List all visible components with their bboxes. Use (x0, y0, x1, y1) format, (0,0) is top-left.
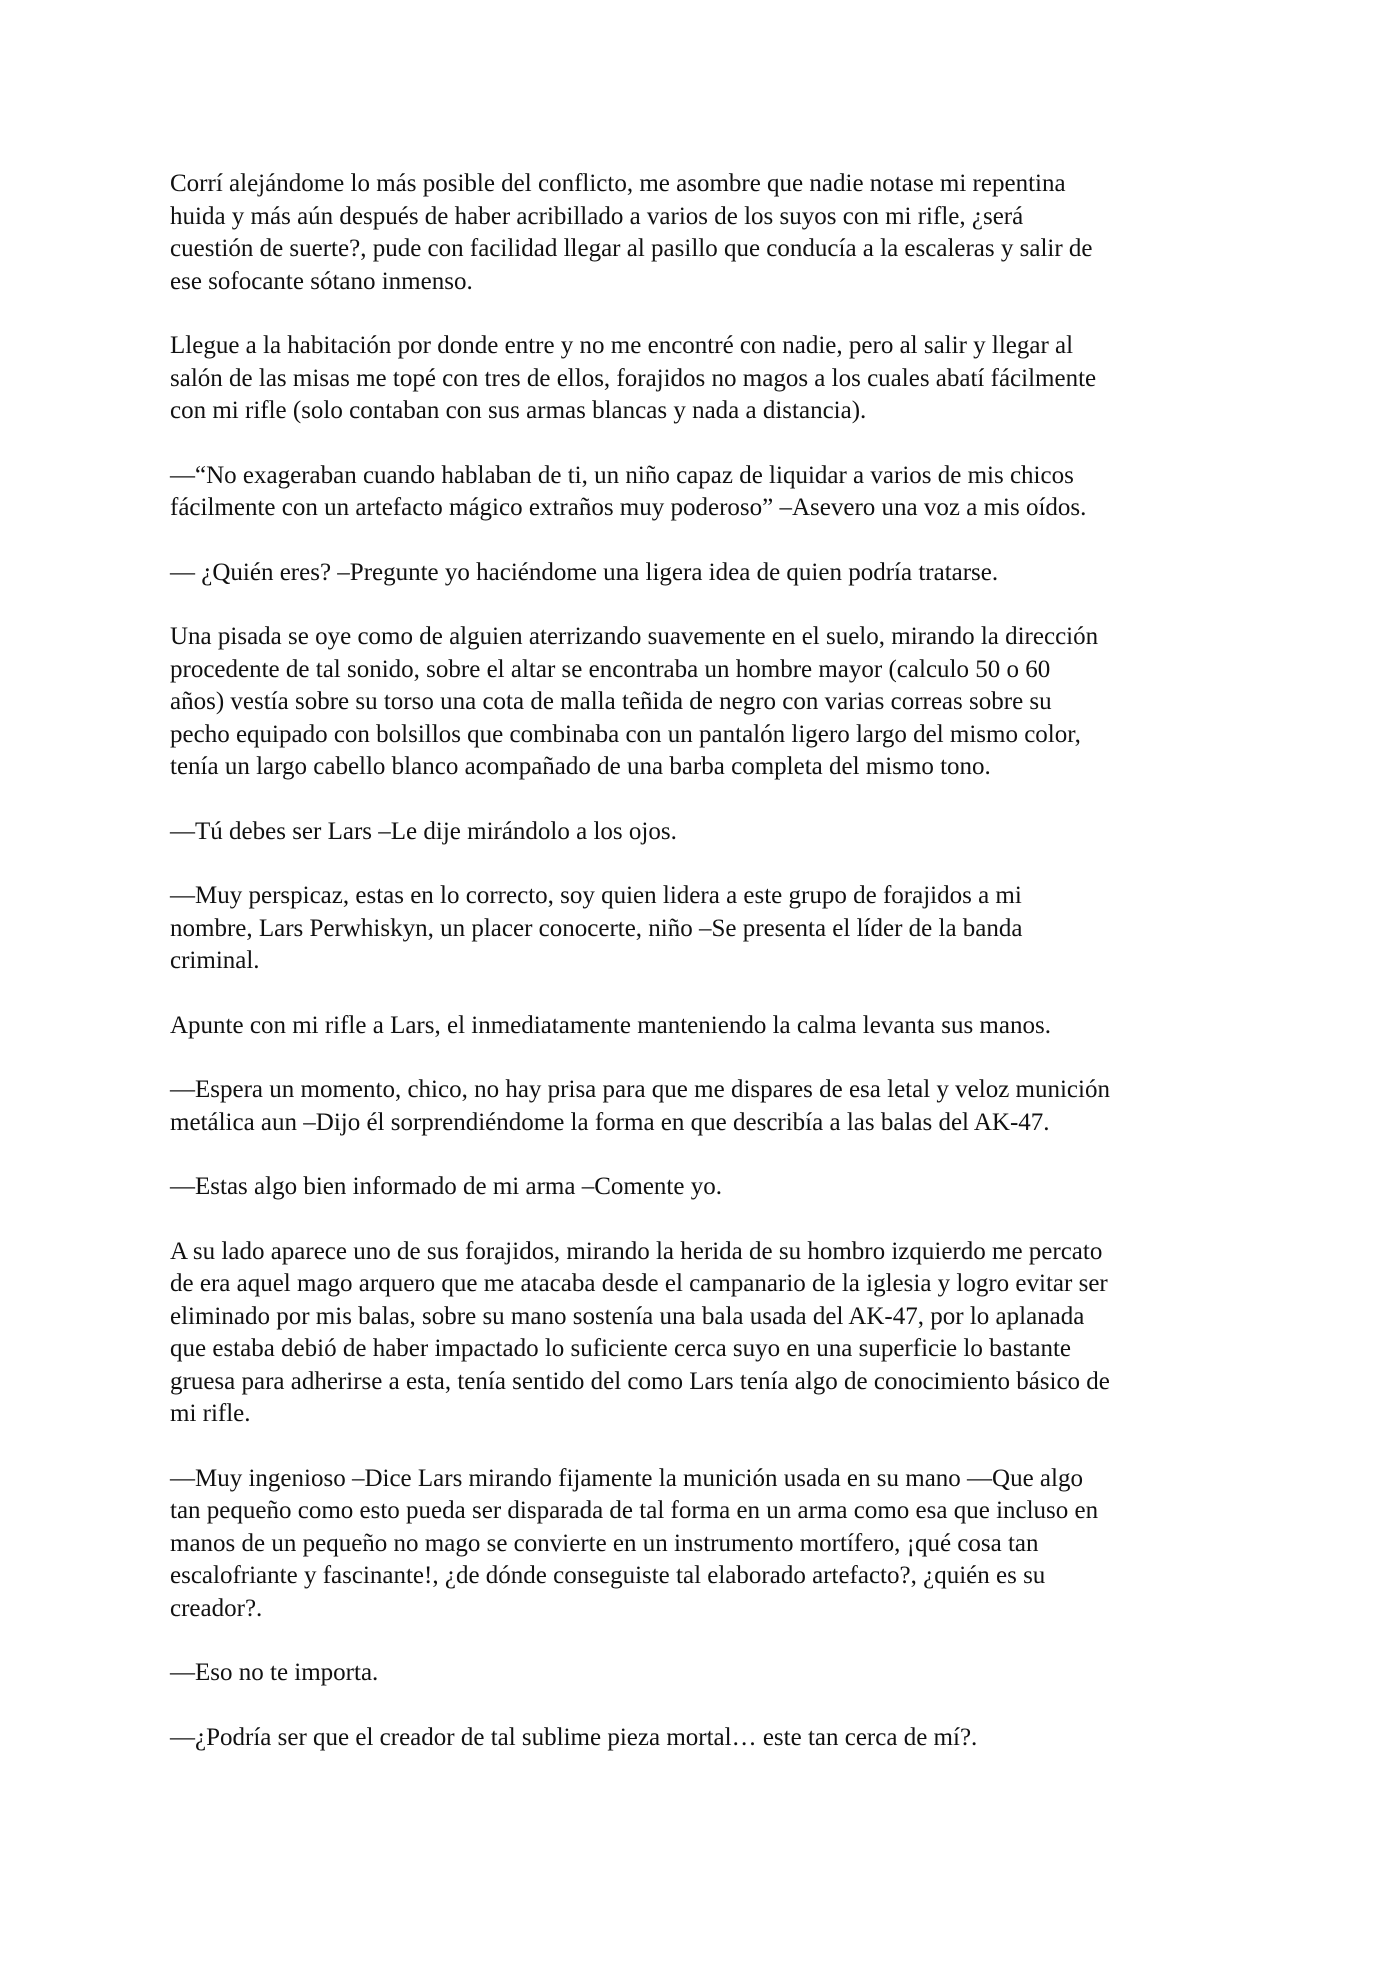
dialogue-paragraph: —Espera un momento, chico, no hay prisa para que me dispares de esa letal y veloz munición metálica aun –Dijo él sorprendiéndome la forma en que describía a las balas del AK-47. (170, 1076, 1110, 1136)
paragraph: Una pisada se oye como de alguien aterrizando suavemente en el suelo, mirando la dirección procedente de tal sonido, sobre el altar se encontraba un hombre mayor (calculo 50 o 60 años) vestía sobre su torso una cota de malla teñida de negro con varias correas sobre su pecho equipado con bolsillos que combinaba con un pantalón ligero largo del mismo color, tenía un largo cabello blanco acompañado de una barba completa del mismo tono. (170, 623, 1099, 780)
dialogue-paragraph: —Estas algo bien informado de mi arma –Comente yo. (170, 1173, 722, 1200)
dialogue-paragraph: — ¿Quién eres? –Pregunte yo haciéndome una ligera idea de quien podría tratarse. (170, 558, 999, 586)
paragraph: Llegue a la habitación por donde entre y no me encontré con nadie, pero al salir y llegar al salón de las misas me topé con tres de ellos, forajidos no magos a los cuales abatí fácilmente con mi rifle (solo contaban con sus armas blancas y nada a distancia). (170, 332, 1097, 424)
dialogue-paragraph: —¿Podría ser que el creador de tal sublime pieza mortal… este tan cerca de mí?. (170, 1723, 978, 1751)
dialogue-paragraph: —Tú debes ser Lars –Le dije mirándolo a los ojos. (170, 817, 677, 845)
dialogue-paragraph: —“No exageraban cuando hablaban de ti, un niño capaz de liquidar a varios de mis chicos fácilmente con un artefacto mágico extraños muy poderoso” –Asevero una voz a mis oídos. (170, 461, 1087, 521)
paragraph: A su lado aparece uno de sus forajidos, mirando la herida de su hombro izquierdo me percato de era aquel mago arquero que me atacaba desde el campanario de la iglesia y logro evitar ser eliminado por mis balas, sobre su mano sostenía una bala usada del AK-47, por lo aplanada que estaba debió de haber impactado lo suficiente cerca suyo en una superficie lo bastante gruesa para adherirse a esta, tenía sentido del como Lars tenía algo de conocimiento básico de mi rifle. (170, 1237, 1110, 1427)
dialogue-paragraph: —Eso no te importa. (170, 1659, 379, 1686)
paragraph: Apunte con mi rifle a Lars, el inmediatamente manteniendo la calma levanta sus manos. (170, 1011, 1051, 1039)
paragraph: Corrí alejándome lo más posible del conflicto, me asombre que nadie notase mi repentina huida y más aún después de haber acribillado a varios de los suyos con mi rifle, ¿será cuestión de suerte?, pude con facilidad llegar al pasillo que conducía a la escaleras y salir de ese sofocante sótano inmenso. (170, 170, 1093, 295)
dialogue-paragraph: —Muy perspicaz, estas en lo correcto, soy quien lidera a este grupo de forajidos a mi nombre, Lars Perwhiskyn, un placer conocerte, niño –Se presenta el líder de la banda criminal. (170, 882, 1023, 974)
dialogue-paragraph: —Muy ingenioso –Dice Lars mirando fijamente la munición usada en su mano —Que algo tan pequeño como esto pueda ser disparada de tal forma en un arma como esa que incluso en manos de un pequeño no mago se convierte en un instrumento mortífero, ¡qué cosa tan escalofriante y fascinante!, ¿de dónde conseguiste tal elaborado artefacto?, ¿quién es su creador?. (170, 1464, 1099, 1622)
document-body (170, 168, 1240, 1786)
